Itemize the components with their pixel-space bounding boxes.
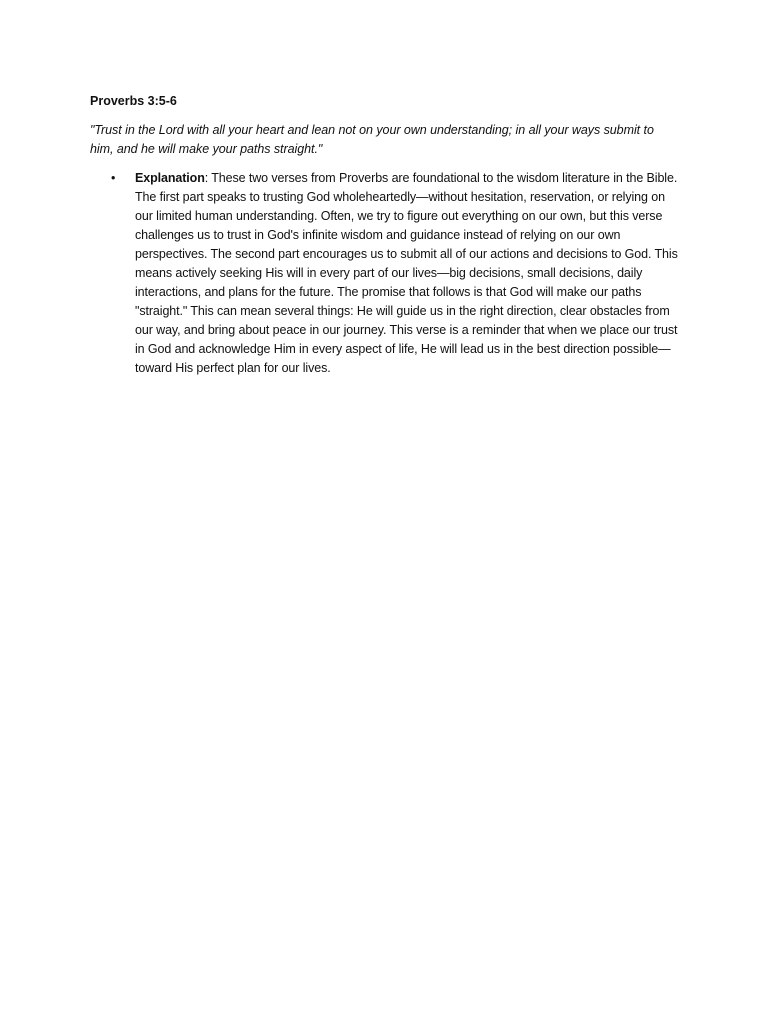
explanation-term: Explanation [135, 171, 205, 185]
section-heading: Proverbs 3:5-6 [90, 94, 177, 108]
explanation-text: These two verses from Proverbs are foundational to the wisdom literature in the Bible. The first part speaks to trusting God wholeheartedly—without hesitation, reservation, or relying on our limited human understanding. Often, we try to figure out everything on our own, but this verse challenges us to trust in God's infinite wisdom and guidance instead of relying on our own perspectives. The second part encourages us to submit all of our actions and decisions to God. This means actively seeking His will in every part of our lives—big decisions, small decisions, daily interactions, and plans for the future. The promise that follows is that God will make our paths "straight." This can mean several things: He will guide us in the right direction, clear obstacles from our way, and bring about peace in our journey. This verse is a reminder that when we place our trust in God and acknowledge Him in every aspect of life, He will lead us in the best direction possible—toward His perfect plan for our lives. [135, 171, 678, 375]
bullet-list [90, 169, 680, 378]
list-item [90, 169, 680, 378]
document-body [90, 92, 680, 378]
scripture-quote: "Trust in the Lord with all your heart and lean not on your own understanding; in all your ways submit to him, and he will make your paths straight." [90, 123, 654, 156]
term-separator: : [204, 171, 209, 185]
bullet-icon: • [111, 171, 116, 185]
